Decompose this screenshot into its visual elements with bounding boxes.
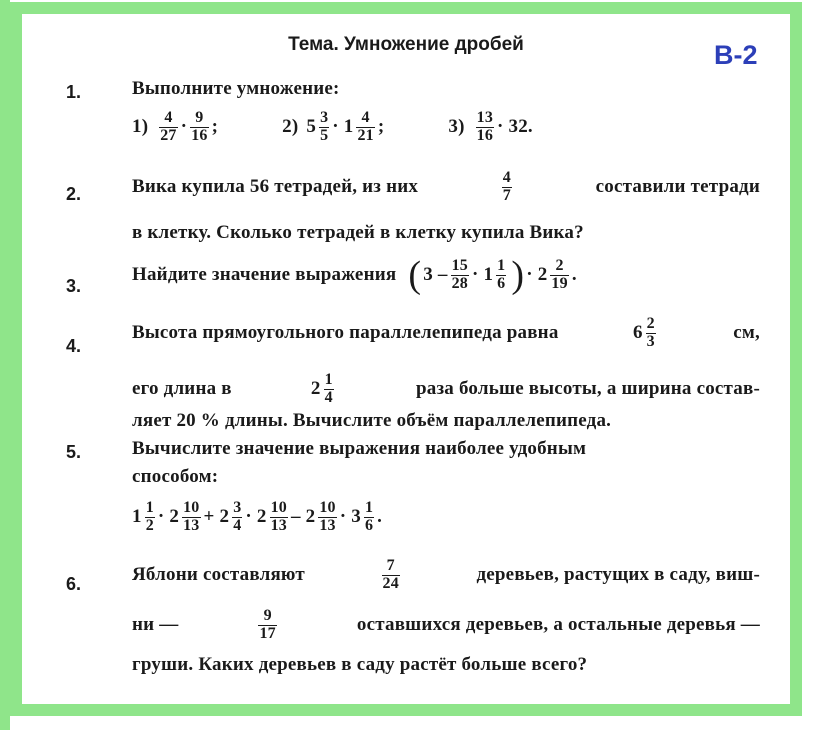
fraction: $\frac{1}{6}$: [497, 256, 506, 292]
left-border-strip: [0, 0, 10, 730]
task-6-line-1: Яблони составляют $\frac{7}{24}$ деревьев, растущих в саду, виш-: [132, 557, 760, 592]
fraction: $\frac{1}{6}$: [364, 499, 374, 534]
fraction: $\frac{3}{4}$: [233, 499, 242, 534]
item-2-label: 2): [282, 116, 299, 138]
task-2-number: 2.: [66, 184, 82, 204]
fraction: $\frac{15}{28}$: [451, 256, 468, 292]
fraction: $\frac{7}{24}$: [382, 557, 399, 592]
task-5-line-2: способом:: [132, 466, 219, 487]
task-2-line-2: в клетку. Сколько тетрадей в клетку купила Вика?: [132, 222, 584, 243]
fraction: $\frac{2}{3}$: [646, 315, 655, 350]
fraction: $\frac{1}{2}$: [145, 499, 154, 534]
task-3-number: 3.: [66, 276, 82, 296]
task-4-line-1: Высота прямоугольного параллелепипеда равна 6 $\frac{2}{3}$ см,: [132, 315, 760, 350]
task-1-items: 1) $\frac{4}{27}$ · $\frac{9}{16}$ ; 2) 5 $\frac{3}{5}$ · 1 $\frac{4}{21}$ ; 3) $\frac{13}{16}$ · 32.: [132, 109, 533, 144]
task-5-number: 5.: [66, 442, 82, 462]
task-4-number: 4.: [66, 336, 82, 356]
task-3-line: Найдите значение выражения ( 3 – $\frac{15}{28}$ · 1 $\frac{1}{6}$ ) · 2 $\frac{2}{19}$ .: [132, 254, 577, 296]
worksheet: [22, 14, 790, 704]
item-1-label: 1): [132, 116, 149, 138]
task-6-line-3: груши. Каких деревьев в саду растёт больше всего?: [132, 654, 588, 675]
fraction: $\frac{3}{5}$: [320, 109, 329, 144]
task-6-number: 6.: [66, 574, 82, 594]
fraction: $\frac{9}{16}$: [191, 109, 208, 144]
fraction: $\frac{10}{13}$: [319, 499, 336, 534]
fraction: $\frac{2}{19}$: [551, 256, 568, 292]
task-1-number: 1.: [66, 82, 82, 102]
fraction: $\frac{10}{13}$: [183, 499, 200, 534]
fraction: $\frac{9}{17}$: [259, 607, 276, 642]
fraction: $\frac{13}{16}$: [476, 109, 494, 144]
task-6-line-2: ни — $\frac{9}{17}$ оставшихся деревьев, а остальные деревья —: [132, 607, 760, 642]
task-5-line-1: Вычислите значение выражения наиболее удобным: [132, 438, 587, 459]
task-5-expression: 1 $\frac{1}{2}$ · 2 $\frac{10}{13}$ + 2 $\frac{3}{4}$ · 2 $\frac{10}{13}$ – 2 $\frac{10}{13}$ · 3 $\frac{1}{6}$ .: [132, 499, 383, 534]
worksheet-title: Тема. Умножение дробей: [288, 34, 524, 55]
fraction: $\frac{10}{13}$: [270, 499, 287, 534]
item-3-label: 3): [448, 116, 465, 138]
task-4-line-3: ляет 20 % длины. Вычислите объём параллелепипеда.: [132, 410, 612, 431]
fraction: $\frac{4}{27}$: [160, 109, 177, 144]
fraction: $\frac{4}{7}$: [502, 169, 511, 204]
fraction: $\frac{4}{21}$: [357, 109, 374, 144]
fraction: $\frac{1}{4}$: [324, 371, 333, 406]
task-2-line-1: Вика купила 56 тетрадей, из них $\frac{4}{7}$ составили тетради: [132, 169, 760, 204]
task-1-text: Выполните умножение:: [132, 78, 340, 99]
variant-label: В-2: [714, 40, 758, 70]
task-4-line-2: его длина в 2 $\frac{1}{4}$ раза больше высоты, а ширина состав-: [132, 371, 760, 406]
